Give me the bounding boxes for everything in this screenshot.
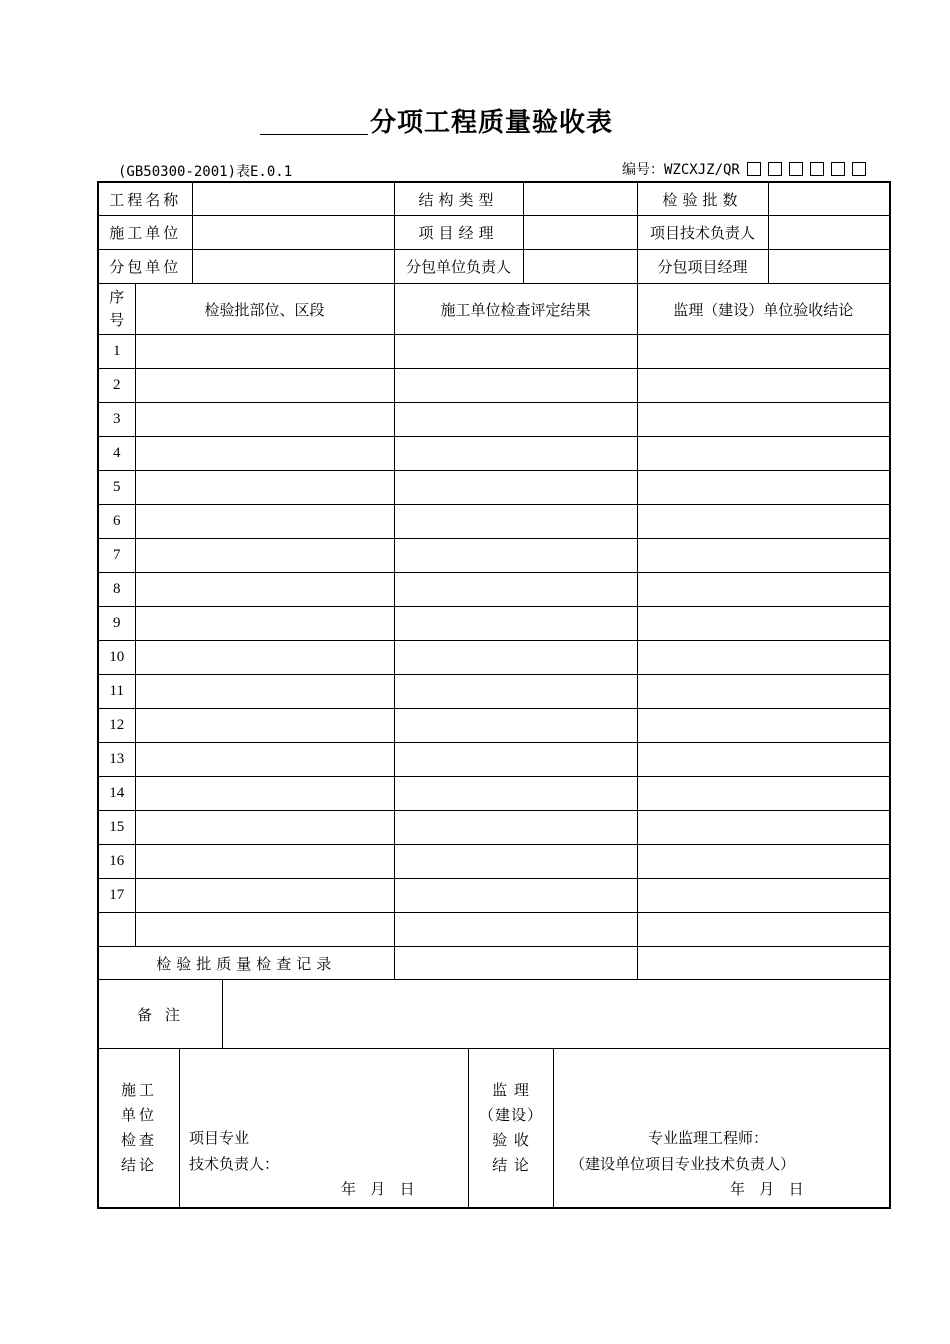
contractor-result-cell[interactable] <box>394 573 637 607</box>
table-row <box>98 369 890 403</box>
table-row <box>98 709 890 743</box>
contractor-date: 年 月 日 <box>341 1180 415 1198</box>
contractor-result-cell[interactable] <box>394 811 637 845</box>
batch-count-field[interactable] <box>768 182 890 216</box>
contractor-sign-line2: 技术负责人： <box>189 1155 280 1173</box>
table-row <box>98 437 890 471</box>
location-cell[interactable] <box>135 573 394 607</box>
row-number: 15 <box>98 811 135 845</box>
code-box[interactable] <box>747 162 761 176</box>
supervisor-label-line: 结 论 <box>492 1156 530 1174</box>
location-cell[interactable] <box>135 471 394 505</box>
code-box[interactable] <box>768 162 782 176</box>
contractor-conclusion-label <box>99 1049 180 1207</box>
supervisor-result-cell[interactable] <box>637 573 890 607</box>
quality-record-row <box>98 947 890 980</box>
supervisor-result-cell[interactable] <box>637 641 890 675</box>
remark-cell <box>98 980 890 1049</box>
table-row <box>98 539 890 573</box>
supervisor-sign-line1: 专业监理工程师： <box>648 1129 769 1147</box>
subcontract-unit-label: 分包单位 <box>98 250 192 284</box>
remark-row <box>98 980 890 1049</box>
supervisor-label-line: 验 收 <box>492 1131 530 1149</box>
structure-type-field[interactable] <box>523 182 637 216</box>
standard-reference: (GB50300-2001)表E.0.1 <box>118 164 293 180</box>
contractor-result-cell[interactable] <box>394 641 637 675</box>
contractor-signature-area[interactable] <box>180 1049 469 1207</box>
quality-record-label: 检验批质量检查记录 <box>98 947 394 980</box>
code-box[interactable] <box>789 162 803 176</box>
row-number: 6 <box>98 505 135 539</box>
subcontract-lead-field[interactable] <box>523 250 637 284</box>
supervisor-signature-area[interactable] <box>554 1049 889 1207</box>
supervisor-result-cell[interactable] <box>637 913 890 947</box>
subcontract-unit-field[interactable] <box>192 250 394 284</box>
supervisor-result-cell[interactable] <box>637 743 890 777</box>
batch-count-label: 检验批数 <box>637 182 768 216</box>
table-row <box>98 879 890 913</box>
contractor-result-cell[interactable] <box>394 369 637 403</box>
table-row <box>98 845 890 879</box>
row-number: 1 <box>98 335 135 369</box>
contractor-label-line: 施工 <box>120 1081 157 1099</box>
supervisor-result-cell[interactable] <box>637 777 890 811</box>
quality-record-supervisor-field[interactable] <box>637 947 890 980</box>
contractor-result-cell[interactable] <box>394 879 637 913</box>
location-cell[interactable] <box>135 743 394 777</box>
table-row <box>98 403 890 437</box>
form-code <box>622 159 866 179</box>
table-row <box>98 573 890 607</box>
supervisor-result-cell[interactable] <box>637 437 890 471</box>
project-name-label: 工程名称 <box>98 182 192 216</box>
form-code-label: 编号：WZCXJZ/QR <box>622 162 740 178</box>
row-number <box>98 913 135 947</box>
contractor-result-cell[interactable] <box>394 539 637 573</box>
contractor-result-cell[interactable] <box>394 607 637 641</box>
supervisor-label-line: 监 理 <box>492 1081 530 1099</box>
supervisor-result-cell[interactable] <box>637 845 890 879</box>
construction-unit-field[interactable] <box>192 216 394 250</box>
info-row-3 <box>98 250 890 284</box>
row-number: 8 <box>98 573 135 607</box>
location-cell[interactable] <box>135 403 394 437</box>
row-number: 11 <box>98 675 135 709</box>
tech-lead-label: 项目技术负责人 <box>637 216 768 250</box>
supervisor-result-cell[interactable] <box>637 369 890 403</box>
contractor-result-cell[interactable] <box>394 913 637 947</box>
location-cell[interactable] <box>135 335 394 369</box>
supervisor-result-cell[interactable] <box>637 539 890 573</box>
table-row <box>98 913 890 947</box>
location-cell[interactable] <box>135 845 394 879</box>
row-number: 13 <box>98 743 135 777</box>
location-cell[interactable] <box>135 505 394 539</box>
contractor-result-cell[interactable] <box>394 709 637 743</box>
supervisor-result-cell[interactable] <box>637 505 890 539</box>
contractor-result-header: 施工单位检查评定结果 <box>394 284 637 335</box>
table-row <box>98 471 890 505</box>
contractor-result-cell[interactable] <box>394 675 637 709</box>
row-number: 17 <box>98 879 135 913</box>
structure-type-label: 结构类型 <box>394 182 523 216</box>
info-row-1 <box>98 182 890 216</box>
contractor-result-cell[interactable] <box>394 335 637 369</box>
contractor-result-cell[interactable] <box>394 505 637 539</box>
supervisor-result-cell[interactable] <box>637 403 890 437</box>
remark-field[interactable] <box>223 980 889 1048</box>
signoff-cell <box>98 1049 890 1209</box>
location-cell[interactable] <box>135 879 394 913</box>
row-number: 7 <box>98 539 135 573</box>
remark-label: 备 注 <box>99 980 223 1048</box>
row-number: 10 <box>98 641 135 675</box>
data-rows <box>98 335 890 947</box>
table-row <box>98 675 890 709</box>
contractor-result-cell[interactable] <box>394 471 637 505</box>
contractor-result-cell[interactable] <box>394 777 637 811</box>
row-number: 14 <box>98 777 135 811</box>
supervisor-result-cell[interactable] <box>637 811 890 845</box>
quality-record-contractor-field[interactable] <box>394 947 637 980</box>
table-row <box>98 505 890 539</box>
title-blank-underline[interactable] <box>260 134 368 135</box>
project-manager-label: 项目经理 <box>394 216 523 250</box>
column-header-row <box>98 284 890 335</box>
table-row <box>98 641 890 675</box>
table-row <box>98 607 890 641</box>
seq-header-line1: 序 <box>109 288 125 306</box>
location-cell[interactable] <box>135 709 394 743</box>
subcontract-pm-field[interactable] <box>768 250 890 284</box>
subcontract-lead-label: 分包单位负责人 <box>394 250 523 284</box>
code-box[interactable] <box>852 162 866 176</box>
code-box[interactable] <box>810 162 824 176</box>
row-number: 2 <box>98 369 135 403</box>
location-cell[interactable] <box>135 777 394 811</box>
location-cell[interactable] <box>135 539 394 573</box>
page-title: 分项工程质量验收表 <box>370 108 614 138</box>
supervisor-sign-line2: （建设单位项目专业技术负责人） <box>570 1155 796 1173</box>
supervisor-result-cell[interactable] <box>637 709 890 743</box>
info-row-2 <box>98 216 890 250</box>
contractor-label-line: 检查 <box>120 1131 157 1149</box>
supervisor-result-cell[interactable] <box>637 335 890 369</box>
table-row <box>98 743 890 777</box>
project-manager-field[interactable] <box>523 216 637 250</box>
row-number: 9 <box>98 607 135 641</box>
row-number: 12 <box>98 709 135 743</box>
construction-unit-label: 施工单位 <box>98 216 192 250</box>
contractor-result-cell[interactable] <box>394 845 637 879</box>
supervisor-result-header: 监理（建设）单位验收结论 <box>637 284 890 335</box>
project-name-field[interactable] <box>192 182 394 216</box>
contractor-label-line: 结论 <box>120 1156 157 1174</box>
supervisor-date: 年 月 日 <box>730 1180 804 1198</box>
contractor-label-line: 单位 <box>120 1106 157 1124</box>
supervisor-label-line: （建设） <box>478 1106 543 1124</box>
inspection-form-table <box>97 181 891 1209</box>
supervisor-result-cell[interactable] <box>637 879 890 913</box>
row-number: 4 <box>98 437 135 471</box>
subcontract-pm-label: 分包项目经理 <box>637 250 768 284</box>
contractor-result-cell[interactable] <box>394 743 637 777</box>
code-box[interactable] <box>831 162 845 176</box>
signoff-row <box>98 1049 890 1209</box>
seq-header-line2: 号 <box>109 311 125 329</box>
location-cell[interactable] <box>135 607 394 641</box>
row-number: 16 <box>98 845 135 879</box>
contractor-result-cell[interactable] <box>394 403 637 437</box>
title-row <box>258 100 698 140</box>
table-row <box>98 777 890 811</box>
row-number: 5 <box>98 471 135 505</box>
location-cell[interactable] <box>135 675 394 709</box>
location-header: 检验批部位、区段 <box>135 284 394 335</box>
location-cell[interactable] <box>135 811 394 845</box>
supervisor-result-cell[interactable] <box>637 675 890 709</box>
supervisor-result-cell[interactable] <box>637 607 890 641</box>
seq-header <box>98 284 135 335</box>
supervisor-conclusion-label <box>469 1049 554 1207</box>
contractor-result-cell[interactable] <box>394 437 637 471</box>
location-cell[interactable] <box>135 913 394 947</box>
table-row <box>98 335 890 369</box>
contractor-sign-line1: 项目专业 <box>189 1129 250 1147</box>
supervisor-result-cell[interactable] <box>637 471 890 505</box>
tech-lead-field[interactable] <box>768 216 890 250</box>
location-cell[interactable] <box>135 369 394 403</box>
table-row <box>98 811 890 845</box>
location-cell[interactable] <box>135 437 394 471</box>
location-cell[interactable] <box>135 641 394 675</box>
row-number: 3 <box>98 403 135 437</box>
